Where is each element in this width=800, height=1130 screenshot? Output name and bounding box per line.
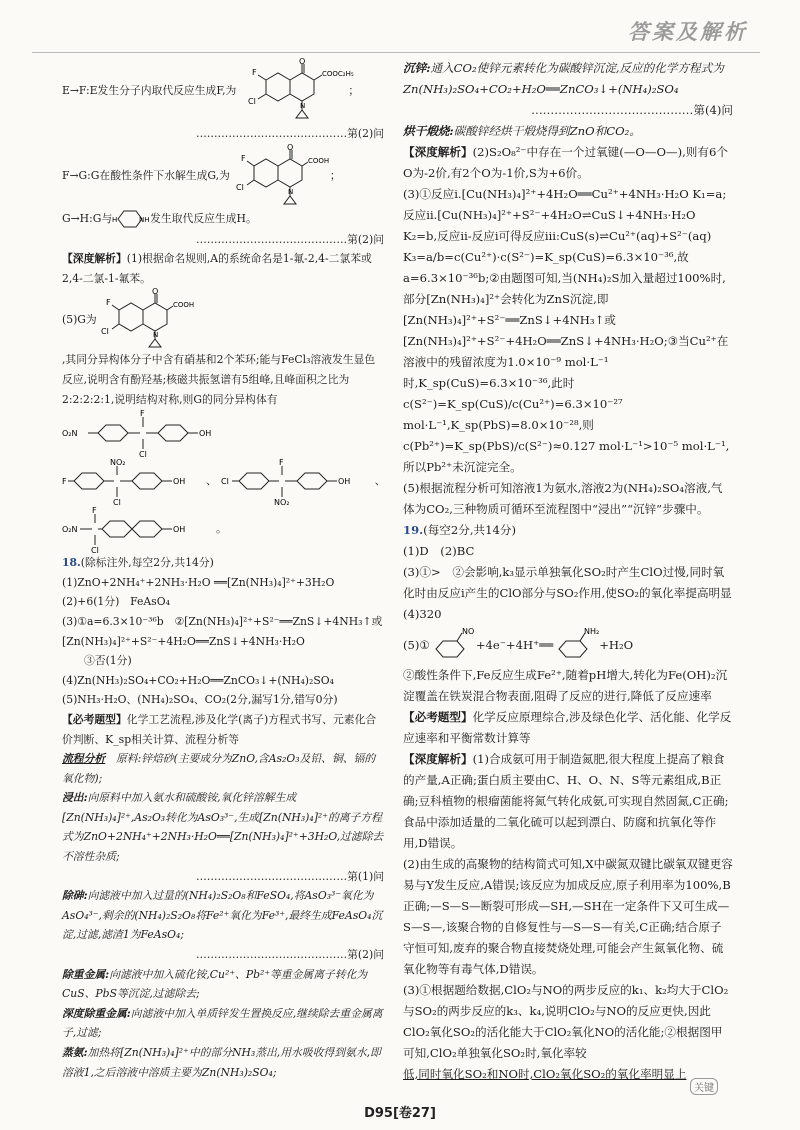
q19-ans-4: (4)320 — [403, 607, 442, 621]
deep-analysis-1 — [62, 249, 384, 288]
svg-text:NH: NH — [139, 215, 150, 224]
svg-text:O₂N: O₂N — [62, 429, 78, 439]
q5-row — [62, 288, 384, 350]
molecule-g-structure-2 — [97, 288, 193, 350]
q19-5a-end: +H₂O — [599, 637, 634, 652]
leach-step — [62, 788, 384, 866]
svg-text:NO₂: NO₂ — [273, 498, 290, 508]
flow-analysis-text: 原料:锌焙砂(主要成分为ZnO,含As₂O₃及铅、铜、镉的氧化物); — [62, 752, 376, 785]
nitrosobenzene-structure — [430, 625, 476, 665]
flow-analysis-title: 流程分析 — [62, 752, 106, 766]
q18-ans-1: (1)ZnO+2NH₄⁺+2NH₃·H₂O ══[Zn(NH₃)₄]²⁺+3H₂O — [62, 575, 335, 589]
fg-text: F→G:G在酸性条件下水解生成G,为 — [62, 168, 230, 182]
heavy-metal-step — [62, 965, 384, 1004]
must-type-text-19: 化学反应原理综合,涉及绿色化学、活化能、化学反应速率和平衡常数计算等 — [403, 710, 732, 745]
svg-text:COOC₂H₅: COOC₂H₅ — [322, 70, 355, 78]
q19-number: 19. — [403, 523, 424, 537]
svg-text:NH₂: NH₂ — [584, 627, 600, 636]
svg-text:COOH: COOH — [307, 156, 330, 165]
fg-end: ； — [329, 168, 341, 182]
q19-score: (每空2分,共14分) — [423, 523, 517, 537]
q18-ans-4: (4)Zn(NH₃)₂SO₄+CO₂+H₂O══ZnCO₃↓+(NH₄)₂SO₄ — [62, 673, 334, 687]
bake-text: 碳酸锌经烘干煅烧得到ZnO和CO₂。 — [453, 124, 641, 138]
leach-title: 浸出: — [62, 791, 88, 805]
piperazine-structure — [112, 208, 150, 230]
q5-a: (5)G为 — [62, 312, 97, 326]
deep-analysis-title-18: 【深度解析】 — [403, 145, 473, 159]
svg-text:F: F — [105, 298, 111, 308]
q18-header — [62, 553, 384, 573]
isomer-4-structure — [62, 505, 212, 556]
svg-text:OH: OH — [337, 477, 351, 487]
zinc-step — [403, 58, 733, 100]
isomer-sep-a: 、 — [206, 474, 217, 488]
molecule-f-structure — [236, 57, 355, 124]
bake-title: 烘干煅烧: — [403, 124, 454, 138]
zinc-text: 通入CO₂使锌元素转化为碳酸锌沉淀,反应的化学方程式为Zn(NH₃)₂SO₄+CO₂+H₂O══ZnCO₃↓+(NH₄)₂SO₄ — [403, 61, 724, 96]
leach-text: 向原料中加入氨水和硫酸铵,氧化锌溶解生成[Zn(NH₃)₄]²⁺,As₂O₃转化为AsO₃³⁻,生成[Zn(NH₃)₄]²⁺的离子方程式为ZnO+2NH₄⁺+2NH₃·H₂O══[Zn(NH₃)₄]²⁺+3H₂O,过滤除去不溶性杂质; — [62, 791, 384, 864]
svg-text:N: N — [287, 187, 294, 196]
svg-text:F: F — [140, 409, 145, 419]
heavy-metal-text: 向滤液中加入硫化铵,Cu²⁺、Pb²⁺等重金属离子转化为CuS、PbS等沉淀,过滤除去; — [62, 967, 368, 1001]
d19-2: (2)由生成的高聚物的结构简式可知,X中碳氮双键比碳氧双键更容易与Y发生反应,A错误;该反应为加成反应,原子利用率为100%,B正确;—S—S—断裂可形成—SH,—SH在一定条件下又可生成—S—S—,该聚合物的自修复性与—S—S—有关,C正确;结合原子守恒可知,废弃的聚合物直接焚烧处理,可能会产生氮氧化物、硫氧化物等有毒气体,D错误。 — [403, 857, 733, 976]
svg-text:O: O — [299, 57, 306, 66]
svg-text:O: O — [286, 142, 294, 152]
must-type-title-19: 【必考题型】 — [403, 710, 473, 724]
d19-1: (1)合成氨可用于制造氮肥,很大程度上提高了粮食的产量,A正确;蛋白质主要由C、H、O、N、S等元素组成,B正确;豆科植物的根瘤菌能将氮气转化成氨,可实现自然固氮,C正确;食品中添加适量的二氧化硫可以起到漂白、防腐和抗氧化等作用,D错误。 — [403, 752, 729, 850]
svg-text:OH: OH — [199, 429, 212, 439]
must-type-title: 【必考题型】 — [62, 712, 127, 726]
flow-analysis — [62, 749, 384, 788]
q19-ans-1-2: (1)D (2)BC — [403, 544, 475, 558]
svg-text:COOH: COOH — [172, 301, 194, 310]
svg-text:Cl: Cl — [248, 97, 257, 106]
svg-text:O₂N: O₂N — [62, 525, 78, 535]
svg-text:N: N — [152, 331, 158, 340]
deep-heavy-title: 深度除重金属: — [62, 1006, 131, 1020]
svg-text:O: O — [151, 287, 159, 297]
isomer-2-3 — [62, 457, 386, 508]
deep-analysis-18 — [403, 142, 733, 184]
q18-ans-5: (5)NH₃·H₂O、(NH₄)₂SO₄、CO₂(2分,漏写1分,错写0分) — [62, 693, 338, 707]
svg-text:Cl: Cl — [235, 182, 244, 192]
q18-number: 18. — [62, 556, 81, 570]
deep-heavy-text: 向滤液中加入单质锌发生置换反应,继续除去重金属离子,过滤; — [62, 1006, 383, 1040]
isomer-3-structure — [220, 457, 371, 508]
left-column — [62, 58, 384, 1082]
gh-text: G→H:G与 — [62, 211, 113, 225]
must-type-18 — [62, 710, 384, 749]
isomer-1 — [62, 409, 384, 460]
arsenic-step — [62, 886, 384, 945]
svg-text:OH: OH — [173, 525, 186, 535]
svg-text:F: F — [278, 458, 284, 468]
ef-end: ； — [348, 84, 360, 98]
heavy-metal-title: 除重金属: — [62, 967, 110, 981]
header-divider — [32, 52, 760, 53]
q19-5a-mid: +4e⁻+4H⁺══ — [475, 637, 554, 652]
arsenic-text: 向滤液中加入过量的(NH₄)₂S₂O₈和FeSO₄,将AsO₃³⁻氧化为AsO₄³⁻,剩余的(NH₄)₂S₂O₈将Fe²⁺氧化为Fe³⁺,最终生成FeAsO₄沉淀,过滤,滤渣1为FeAsO₄; — [62, 889, 383, 942]
molecule-g-structure — [230, 144, 330, 208]
q19-ans-5b: ②酸性条件下,Fe反应生成Fe²⁺,随着pH增大,转化为Fe(OH)₂沉淀覆盖在铁炭混合物表面,阻碍了反应的进行,降低了反应速率 — [403, 668, 728, 703]
must-type-text: 化学工艺流程,涉及化学(离子)方程式书写、元素化合价判断、K_sp相关计算、流程分析等 — [62, 712, 377, 746]
isomer-4 — [62, 505, 384, 556]
svg-text:Cl: Cl — [100, 327, 109, 337]
svg-text:NO: NO — [461, 627, 475, 636]
q18-ans-2: (2)+6(1分) FeAsO₄ — [62, 595, 170, 609]
svg-text:Cl: Cl — [91, 546, 99, 556]
deep-analysis-title-19: 【深度解析】 — [403, 752, 473, 766]
tag-question-4: ……………………………………第(4)问 — [531, 103, 733, 117]
svg-text:N: N — [300, 102, 306, 110]
ef-text: E→F:E发生分子内取代反应生成F,为 — [62, 84, 237, 98]
tag-question-1: ……………………………………第(1)问 — [195, 869, 384, 883]
page-header-title: 答案及解析 — [628, 19, 748, 44]
ef-row — [62, 58, 384, 124]
deep-analysis-5-text: (5)根据流程分析可知溶液1为氨水,溶液2为(NH₄)₂SO₄溶液,气体为CO₂,三种物质可循环至流程图中“浸出”“沉锌”步骤中。 — [403, 481, 723, 516]
gh-text-2: 发生取代反应生成H。 — [150, 211, 257, 225]
deep-analysis-title: 【深度解析】 — [62, 252, 127, 266]
svg-text:F: F — [252, 68, 257, 77]
q18-score: (除标注外,每空2分,共14分) — [80, 556, 214, 570]
d19-3: (3)①根据题给数据,ClO₂与NO的两步反应的k₁、k₂均大于ClO₂与SO₂的两步反应的k₃、k₄,说明ClO₂与NO的反应更快,因此ClO₂氧化SO₂的活化能大于ClO₂氧化NO的活化能;②根据图甲可知,ClO₂单独氧化SO₂时,氧化率较 — [403, 983, 729, 1060]
svg-text:Cl: Cl — [113, 498, 121, 508]
q19-ans-5a — [403, 625, 733, 665]
svg-text:OH: OH — [173, 477, 186, 487]
deep-analysis-3-text: (3)①反应ⅰ.[Cu(NH₃)₄]²⁺+4H₂O══Cu²⁺+4NH₃·H₂O K₁=a;反应ⅱ.[Cu(NH₃)₄]²⁺+S²⁻+4H₂O⇌CuS↓+4NH₃·H₂O K₂=b,反应ⅱ-反应ⅰ可得反应ⅲ:CuS(s)⇌Cu²⁺(aq)+S²⁻(aq) K₃=a/b=c(Cu²⁺)·c(S²⁻)=K_sp(CuS)=6.3×10⁻³⁶,故a=6.3×10⁻³⁶b;②由题图可知,当(NH₄)₂S加入量超过100%时,部分[Zn(NH₃)₄]²⁺会转化为ZnS沉淀,即[Zn(NH₃)₄]²⁺+S²⁻══ZnS↓+4NH₃↑或[Zn(NH₃)₄]²⁺+S²⁻+4H₂O══ZnS↓+4NH₃·H₂O;③当Cu²⁺在溶液中的残留浓度为1.0×10⁻⁹ mol·L⁻¹时,K_sp(CuS)=6.3×10⁻³⁶,此时c(S²⁻)=K_sp(CuS)/c(Cu²⁺)=6.3×10⁻²⁷ mol·L⁻¹,K_sp(PbS)=8.0×10⁻²⁸,则c(Pb²⁺)=K_sp(PbS)/c(S²⁻)≈0.127 mol·L⁻¹>10⁻⁵ mol·L⁻¹,所以Pb²⁺未沉淀完全。 — [403, 187, 730, 474]
svg-text:F: F — [240, 153, 246, 163]
svg-text:F: F — [92, 506, 97, 516]
right-column — [403, 58, 733, 1085]
isomer-end: 。 — [216, 522, 227, 536]
d19-3-end: 低,同时氧化SO₂和NO时,ClO₂氧化SO₂的氧化率明显上 — [403, 1067, 687, 1081]
q19-5a-pre: (5)① — [403, 637, 430, 652]
key-logo: 关键 — [690, 1078, 718, 1095]
svg-text:NO₂: NO₂ — [110, 458, 126, 468]
q19-ans-3: (3)①> ②会影响,k₃显示单独氧化SO₂时产生ClO过慢,同时氧化时由反应ⅰ产生的ClO部分与SO₂作用,使SO₂的氧化率提高明显 — [403, 565, 732, 600]
deep-analysis-19 — [403, 749, 733, 854]
svg-text:Cl: Cl — [139, 450, 147, 460]
zinc-title: 沉锌: — [403, 61, 431, 75]
page-number: D95[卷27] — [364, 1106, 436, 1121]
bake-step — [403, 121, 733, 142]
gh-row — [62, 208, 384, 230]
isomer-sep-b: 、 — [374, 474, 386, 488]
svg-text:Cl: Cl — [220, 477, 229, 487]
evap-step — [62, 1043, 384, 1082]
q18-ans-3a: (3)①a=6.3×10⁻³⁶b ②[Zn(NH₃)₄]²⁺+S²⁻══ZnS↓+4NH₃↑或[Zn(NH₃)₄]²⁺+S²⁻+4H₂O══ZnS↓+4NH₃·H₂O — [62, 614, 383, 648]
svg-text:H: H — [112, 215, 118, 224]
evap-title: 蒸氨: — [62, 1046, 88, 1059]
deep-analysis-1-text: (1)根据命名规则,A的系统命名是1-氟-2,4-二氯苯或2,4-二氯-1-氟苯。 — [62, 252, 372, 285]
isomer-2-structure — [62, 457, 202, 508]
evap-text: 加热将[Zn(NH₃)₄]²⁺中的部分NH₃蒸出,用水吸收得到氨水,即溶液1,之后溶液中溶质主要为Zn(NH₃)₂SO₄; — [62, 1046, 381, 1079]
tag-question-2-b: ……………………………………第(2)问 — [195, 232, 384, 246]
q18-ans-3b: ③否(1分) — [84, 654, 132, 668]
tag-question-2: ……………………………………第(2)问 — [195, 127, 384, 140]
svg-text:F: F — [62, 477, 67, 487]
aniline-structure — [553, 625, 599, 665]
q19-header — [403, 520, 733, 541]
q5-b: ,其同分异构体分子中含有硝基和2个苯环;能与FeCl₃溶液发生显色反应,说明含有酚羟基;核磁共振氢谱有5组峰,且峰面积之比为2:2:2:2:1,说明结构对称,则G的同分异构体有 — [62, 353, 376, 406]
arsenic-title: 除砷: — [62, 889, 88, 903]
tag-question-2-c: ……………………………………第(2)问 — [195, 948, 384, 962]
deep-heavy-step — [62, 1004, 384, 1043]
fg-row — [62, 144, 384, 208]
isomer-1-structure — [62, 409, 242, 460]
must-type-19 — [403, 707, 733, 749]
deep-analysis-2-text: (2)S₂O₈²⁻中存在一个过氧键(—O—O—),则有6个O为-2价,有2个O为-1价,S为+6价。 — [403, 145, 728, 180]
